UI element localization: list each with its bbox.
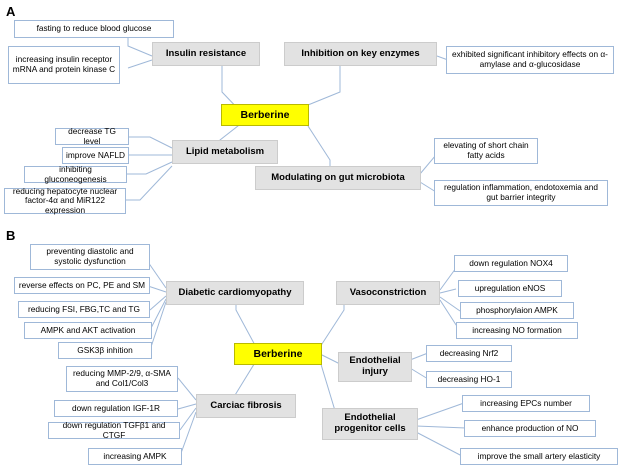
leaf-insulin-resistance-2: increasing insulin receptor mRNA and protein kinase C — [8, 46, 120, 84]
node-cardiac-fibrosis[interactable]: Carciac fibrosis — [196, 394, 296, 418]
node-lipid-metabolism[interactable]: Lipid metabolism — [172, 140, 278, 164]
leaf-lipid-4: reducing hepatocyte nuclear factor-4α and MiR122 expression — [4, 188, 126, 214]
node-vasoconstriction[interactable]: Vasoconstriction — [336, 281, 440, 305]
leaf-vaso-4: increasing NO formation — [456, 322, 578, 339]
leaf-dcm-5: GSK3β inhition — [58, 342, 152, 359]
node-endothelial-injury[interactable]: Endothelial injury — [338, 352, 412, 382]
node-insulin-resistance[interactable]: Insulin resistance — [152, 42, 260, 66]
leaf-epc-1: increasing EPCs number — [462, 395, 590, 412]
node-diabetic-cardiomyopathy[interactable]: Diabetic cardiomyopathy — [166, 281, 304, 305]
node-gut-microbiota[interactable]: Modulating on gut microbiota — [255, 166, 421, 190]
leaf-key-enzymes-1: exhibited significant inhibitory effects on α-amylase and α-glucosidase — [446, 46, 614, 74]
leaf-dcm-2: reverse effects on PC, PE and SM — [14, 277, 150, 294]
leaf-lipid-3: inhibiting gluconeogenesis — [24, 166, 127, 183]
leaf-gut-1: elevating of short chain fatty acids — [434, 138, 538, 164]
panel-label-b: B — [6, 228, 16, 243]
leaf-dcm-3: reducing FSI, FBG,TC and TG — [18, 301, 150, 318]
leaf-dcm-4: AMPK and AKT activation — [24, 322, 152, 339]
leaf-vaso-3: phosphorylaion AMPK — [460, 302, 574, 319]
leaf-epc-2: enhance production of NO — [464, 420, 596, 437]
panel-label-a: A — [6, 4, 16, 19]
leaf-lipid-1: decrease TG level — [55, 128, 129, 145]
node-berberine-a[interactable]: Berberine — [221, 104, 309, 126]
leaf-fibrosis-4: increasing AMPK — [88, 448, 182, 465]
leaf-fibrosis-3: down regulation TGFβ1 and CTGF — [48, 422, 180, 439]
leaf-vaso-2: upregulation eNOS — [458, 280, 562, 297]
leaf-epc-3: improve the small artery elasticity — [460, 448, 618, 465]
leaf-lipid-2: improve NAFLD — [62, 147, 129, 164]
leaf-vaso-1: down regulation NOX4 — [454, 255, 568, 272]
leaf-gut-2: regulation inflammation, endotoxemia and gut barrier integrity — [434, 180, 608, 206]
leaf-insulin-resistance-1: fasting to reduce blood glucose — [14, 20, 174, 38]
node-berberine-b[interactable]: Berberine — [234, 343, 322, 365]
leaf-fibrosis-1: reducing MMP-2/9, α-SMA and Col1/Col3 — [66, 366, 178, 392]
leaf-fibrosis-2: down regulation IGF-1R — [54, 400, 178, 417]
node-inhibition-key-enzymes[interactable]: Inhibition on key enzymes — [284, 42, 437, 66]
leaf-dcm-1: preventing diastolic and systolic dysfunction — [30, 244, 150, 270]
node-endothelial-progenitor-cells[interactable]: Endothelial progenitor cells — [322, 408, 418, 440]
leaf-endoinjury-2: decreasing HO-1 — [426, 371, 512, 388]
leaf-endoinjury-1: decreasing Nrf2 — [426, 345, 512, 362]
